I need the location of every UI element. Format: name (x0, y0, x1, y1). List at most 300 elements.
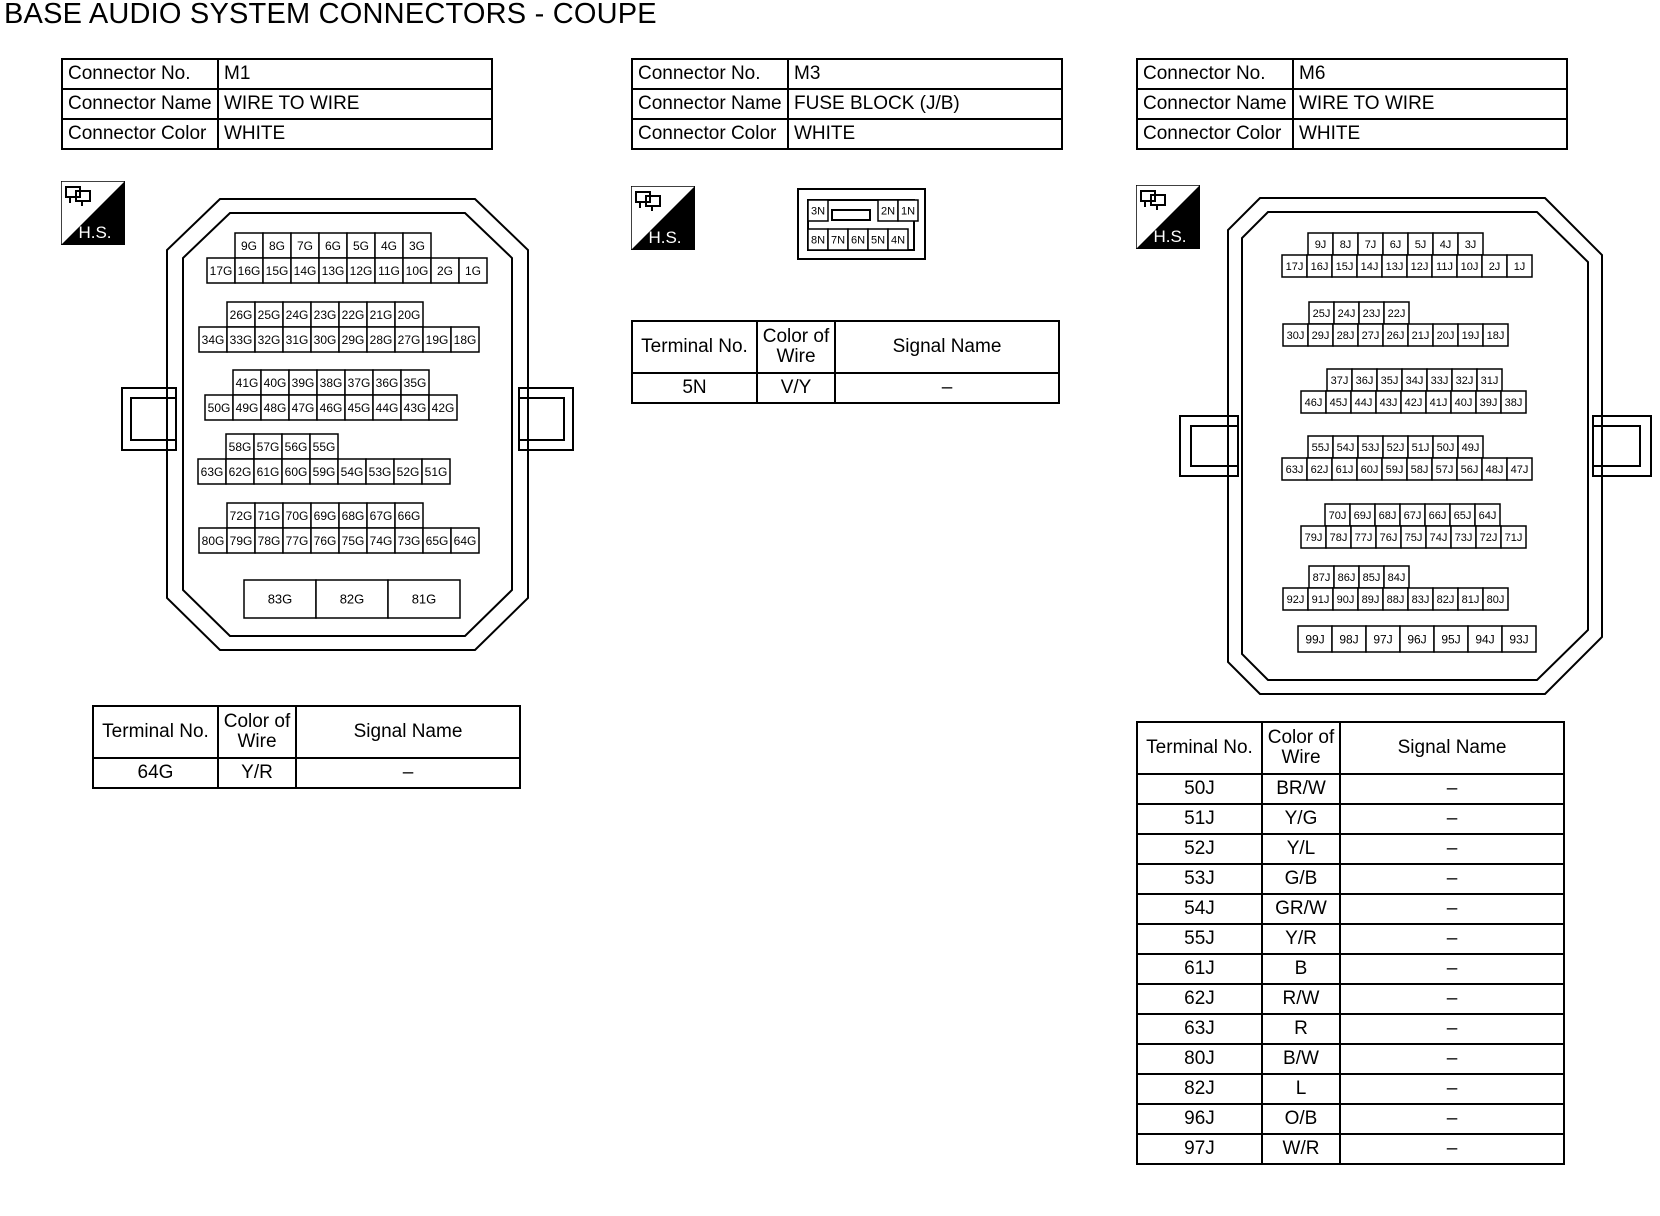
table-row (1137, 1014, 1564, 1044)
pin-cell (1433, 436, 1458, 458)
pin-cell (1307, 458, 1332, 480)
pin-label: 55G (312, 439, 336, 454)
pin-cell (848, 229, 868, 250)
pin-label: 62G (228, 464, 252, 479)
pin-cell (1350, 504, 1375, 526)
pin-cell (1333, 324, 1358, 346)
pin-label: 7J (1364, 238, 1377, 251)
pin-cell (1332, 626, 1366, 652)
pin-label: 50J (1436, 441, 1455, 454)
col-color-of-wire: Color of Wire (218, 706, 296, 758)
pin-label: 34G (201, 332, 225, 347)
pin-cell (1507, 255, 1532, 277)
pin-label: 72J (1479, 531, 1498, 544)
pin-cell (1458, 233, 1483, 255)
pin-cell (401, 395, 429, 420)
pin-label: 19J (1461, 329, 1480, 342)
terminal-table-m3 (631, 320, 1060, 404)
pin-cell (291, 258, 319, 283)
pin-cell (199, 528, 227, 553)
pin-cell (199, 327, 227, 352)
pin-label: 24G (285, 307, 309, 322)
pin-label: 55J (1311, 441, 1330, 454)
pin-label: 46G (319, 400, 343, 415)
pin-label: 32G (257, 332, 281, 347)
pin-label: 25G (257, 307, 281, 322)
terminal-no: 50J (1137, 774, 1262, 804)
pin-label: 78G (257, 533, 281, 548)
pin-label: 39G (291, 375, 315, 390)
pin-label: 5J (1414, 238, 1427, 251)
pin-cell (1334, 566, 1359, 588)
pin-cell (1308, 436, 1333, 458)
connector-color-value: WHITE (788, 119, 1062, 149)
pin-label: 69J (1353, 509, 1372, 522)
pin-label: 41G (235, 375, 259, 390)
pin-label: 5N (870, 234, 886, 247)
signal-name: – (1340, 804, 1564, 834)
pin-cell (1298, 626, 1332, 652)
pin-label: 61G (256, 464, 280, 479)
pin-cell (401, 370, 429, 395)
pin-cell (345, 395, 373, 420)
pin-cell (1401, 391, 1426, 413)
label-connector-color: Connector Color (1137, 119, 1293, 149)
wire-color: Y/G (1262, 804, 1340, 834)
terminal-table-m6 (1136, 721, 1565, 1165)
pin-label: 42G (431, 400, 455, 415)
wire-color: Y/L (1262, 834, 1340, 864)
pin-cell (1502, 626, 1536, 652)
pin-label: 45G (347, 400, 371, 415)
label-connector-no: Connector No. (1137, 59, 1293, 89)
pin-cell (1401, 526, 1426, 548)
table-row (1137, 804, 1564, 834)
pin-label: 23G (313, 307, 337, 322)
pin-label: 56G (284, 439, 308, 454)
pin-label: 41J (1429, 396, 1448, 409)
pin-label: 14J (1360, 260, 1379, 273)
pin-cell (375, 233, 403, 258)
wire-color: B (1262, 954, 1340, 984)
pin-label: 27G (397, 332, 421, 347)
pin-cell (244, 580, 316, 618)
pin-cell (261, 395, 289, 420)
pin-cell (375, 258, 403, 283)
pin-cell (289, 370, 317, 395)
terminal-no: 63J (1137, 1014, 1262, 1044)
pin-label: 10G (405, 263, 429, 278)
pin-cell (255, 528, 283, 553)
pin-label: 77G (285, 533, 309, 548)
pin-cell (319, 258, 347, 283)
pin-cell (1333, 233, 1358, 255)
pin-group (198, 200, 1536, 652)
pin-cell (868, 229, 888, 250)
pin-label: 17J (1285, 260, 1304, 273)
pin-label: 23J (1362, 307, 1381, 320)
pin-label: 8G (268, 238, 286, 253)
signal-name: – (1340, 864, 1564, 894)
pin-cell (1357, 255, 1382, 277)
pin-cell (1359, 302, 1384, 324)
pin-label: 22G (341, 307, 365, 322)
pin-label: 40J (1454, 396, 1473, 409)
pin-cell (395, 327, 423, 352)
pin-cell (316, 580, 388, 618)
terminal-no: 51J (1137, 804, 1262, 834)
pin-label: 85J (1362, 571, 1381, 584)
pin-cell (1400, 504, 1425, 526)
hs-label: H.S. (648, 228, 682, 247)
pin-label: 13G (321, 263, 345, 278)
pin-label: 76G (313, 533, 337, 548)
wire-color: O/B (1262, 1104, 1340, 1134)
pin-label: 86J (1337, 571, 1356, 584)
pin-label: 9J (1314, 238, 1327, 251)
pin-label: 49J (1461, 441, 1480, 454)
pin-cell (1408, 233, 1433, 255)
pin-cell (1476, 391, 1501, 413)
pin-cell (1357, 458, 1382, 480)
pin-cell (233, 370, 261, 395)
wire-color: G/B (1262, 864, 1340, 894)
pin-cell (1408, 588, 1433, 610)
pin-label: 33G (229, 332, 253, 347)
pin-label: 27J (1361, 329, 1380, 342)
pin-label: 17G (209, 263, 233, 278)
pin-cell (254, 459, 282, 484)
pin-cell (1376, 526, 1401, 548)
pin-cell (1402, 369, 1427, 391)
pin-cell (367, 302, 395, 327)
pin-label: 90J (1336, 593, 1355, 606)
pin-cell (1333, 436, 1358, 458)
pin-label: 7G (296, 238, 314, 253)
pin-label: 98J (1339, 632, 1359, 647)
table-row (1137, 894, 1564, 924)
pin-cell (1483, 324, 1508, 346)
pin-label: 4G (380, 238, 398, 253)
table-row (1137, 1044, 1564, 1074)
pin-cell (1432, 458, 1457, 480)
pin-cell (310, 459, 338, 484)
pin-label: 25J (1312, 307, 1331, 320)
pin-label: 58J (1410, 463, 1429, 476)
pin-cell (338, 459, 366, 484)
pin-cell (339, 327, 367, 352)
pin-label: 74G (369, 533, 393, 548)
pin-label: 88J (1386, 593, 1405, 606)
pin-label: 6N (850, 234, 866, 247)
pin-cell (1501, 526, 1526, 548)
label-connector-no: Connector No. (632, 59, 788, 89)
connector-no-value: M1 (218, 59, 492, 89)
pin-cell (878, 200, 898, 221)
pin-label: 68J (1378, 509, 1397, 522)
pin-label: 22J (1387, 307, 1406, 320)
pin-cell (1433, 233, 1458, 255)
pin-cell (1358, 324, 1383, 346)
signal-name: – (1340, 924, 1564, 954)
pin-label: 11G (378, 263, 400, 278)
pin-cell (1384, 566, 1409, 588)
pin-cell (1433, 588, 1458, 610)
pin-cell (1375, 504, 1400, 526)
pin-label: 92J (1286, 593, 1305, 606)
pin-cell (1327, 369, 1352, 391)
pin-label: 13J (1385, 260, 1404, 273)
pin-label: 37J (1330, 374, 1349, 387)
pin-cell (451, 528, 479, 553)
signal-name: – (296, 758, 520, 788)
pin-label: 59J (1385, 463, 1404, 476)
signal-name: – (1340, 954, 1564, 984)
pin-label: 73J (1454, 531, 1473, 544)
pin-label: 56J (1460, 463, 1479, 476)
pin-cell (289, 395, 317, 420)
pin-cell (423, 327, 451, 352)
pin-label: 38J (1504, 396, 1523, 409)
connector-name-value: WIRE TO WIRE (1293, 89, 1567, 119)
pin-cell (1468, 626, 1502, 652)
pin-label: 26J (1386, 329, 1405, 342)
pin-cell (319, 233, 347, 258)
pin-label: 28J (1336, 329, 1355, 342)
pin-label: 66G (397, 508, 421, 523)
pin-cell (227, 528, 255, 553)
pin-cell (1407, 255, 1432, 277)
pin-cell (1426, 391, 1451, 413)
pin-label: 80J (1486, 593, 1505, 606)
pin-label: 61J (1335, 463, 1354, 476)
pin-cell (1366, 626, 1400, 652)
pin-cell (283, 327, 311, 352)
pin-cell (1457, 255, 1482, 277)
pin-cell (1309, 302, 1334, 324)
pin-cell (339, 302, 367, 327)
col-signal-name: Signal Name (1340, 722, 1564, 774)
pin-label: 12G (349, 263, 373, 278)
table-row (93, 758, 520, 788)
pin-label: 65G (425, 533, 449, 548)
pin-label: 1G (464, 263, 482, 278)
pin-cell (1483, 588, 1508, 610)
terminal-no: 80J (1137, 1044, 1262, 1074)
wire-color: R/W (1262, 984, 1340, 1014)
pin-cell (1308, 324, 1333, 346)
pin-cell (1383, 233, 1408, 255)
pin-cell (1307, 255, 1332, 277)
table-row (1137, 774, 1564, 804)
pin-cell (227, 327, 255, 352)
pin-cell (388, 580, 460, 618)
signal-name: – (1340, 1074, 1564, 1104)
pin-cell (808, 229, 828, 250)
table-row (1137, 1074, 1564, 1104)
pin-cell (1476, 526, 1501, 548)
wire-color: B/W (1262, 1044, 1340, 1074)
pin-label: 54G (340, 464, 364, 479)
pin-cell (1408, 324, 1433, 346)
pin-label: 82J (1436, 593, 1455, 606)
pin-label: 3G (408, 238, 426, 253)
pin-cell (459, 258, 487, 283)
pin-cell (423, 528, 451, 553)
pin-label: 91J (1311, 593, 1330, 606)
pin-cell (1283, 324, 1308, 346)
pin-cell (227, 302, 255, 327)
pin-cell (1384, 302, 1409, 324)
col-color-of-wire: Color of Wire (1262, 722, 1340, 774)
signal-name: – (1340, 774, 1564, 804)
pin-label: 60G (284, 464, 308, 479)
pin-cell (1332, 458, 1357, 480)
pin-label: 43J (1379, 396, 1398, 409)
pin-label: 54J (1336, 441, 1355, 454)
pin-label: 44J (1354, 396, 1373, 409)
pin-label: 49G (235, 400, 259, 415)
pin-label: 2N (880, 205, 896, 218)
pin-cell (1334, 302, 1359, 324)
pin-cell (1325, 504, 1350, 526)
pin-cell (1333, 588, 1358, 610)
signal-name: – (1340, 1014, 1564, 1044)
pin-label: 69G (313, 508, 337, 523)
table-row (1137, 954, 1564, 984)
pin-label: 48G (263, 400, 287, 415)
pin-label: 64J (1478, 509, 1497, 522)
label-connector-name: Connector Name (1137, 89, 1293, 119)
pin-cell (317, 395, 345, 420)
signal-name: – (1340, 834, 1564, 864)
table-row (1137, 1104, 1564, 1134)
pin-label: 63J (1285, 463, 1304, 476)
pin-label: 60J (1360, 463, 1379, 476)
pin-label: 68G (341, 508, 365, 523)
pin-cell (1407, 458, 1432, 480)
col-signal-name: Signal Name (296, 706, 520, 758)
pin-cell (1283, 588, 1308, 610)
pin-cell (1434, 626, 1468, 652)
pin-cell (205, 395, 233, 420)
col-signal-name: Signal Name (835, 321, 1059, 373)
pin-label: 96J (1407, 632, 1427, 647)
pin-label: 75J (1404, 531, 1423, 544)
table-row (1137, 1134, 1564, 1164)
pin-label: 3N (810, 205, 826, 218)
table-row (1137, 984, 1564, 1014)
pin-label: 21G (369, 307, 393, 322)
col-color-of-wire: Color of Wire (757, 321, 835, 373)
pin-label: 11J (1436, 260, 1453, 273)
pin-cell (282, 459, 310, 484)
pin-cell (317, 370, 345, 395)
pin-label: 31J (1480, 374, 1499, 387)
pin-cell (1458, 436, 1483, 458)
pin-label: 82G (339, 591, 365, 607)
pin-label: 51J (1411, 441, 1430, 454)
pin-cell (1501, 391, 1526, 413)
pin-label: 70G (285, 508, 309, 523)
pin-cell (347, 258, 375, 283)
pin-label: 44G (375, 400, 399, 415)
pin-cell (1282, 255, 1307, 277)
pin-label: 16G (237, 263, 261, 278)
pin-label: 30G (313, 332, 337, 347)
pin-label: 33J (1430, 374, 1449, 387)
pin-label: 76J (1379, 531, 1398, 544)
hs-label: H.S. (78, 223, 112, 242)
pin-cell (367, 503, 395, 528)
pin-cell (403, 258, 431, 283)
pin-label: 81G (411, 591, 437, 607)
pin-cell (226, 459, 254, 484)
pin-label: 4J (1439, 238, 1452, 251)
pin-cell (828, 229, 848, 250)
pin-cell (254, 434, 282, 459)
pin-cell (1309, 566, 1334, 588)
pin-cell (1308, 588, 1333, 610)
pin-cell (1452, 369, 1477, 391)
pin-cell (1383, 588, 1408, 610)
pin-label: 8J (1339, 238, 1352, 251)
pin-cell (311, 327, 339, 352)
pin-label: 78J (1329, 531, 1348, 544)
pin-cell (1301, 391, 1326, 413)
pin-label: 4N (890, 234, 906, 247)
pin-label: 67G (369, 508, 393, 523)
terminal-no: 5N (632, 373, 757, 403)
pin-label: 53G (368, 464, 392, 479)
label-connector-color: Connector Color (632, 119, 788, 149)
pin-cell (1383, 324, 1408, 346)
pin-cell (395, 302, 423, 327)
pin-cell (1326, 391, 1351, 413)
pin-cell (1458, 324, 1483, 346)
pin-label: 24J (1337, 307, 1356, 320)
pin-label: 40G (263, 375, 287, 390)
pin-label: 10J (1460, 260, 1479, 273)
pin-cell (431, 258, 459, 283)
pin-label: 9G (240, 238, 258, 253)
pin-cell (1358, 436, 1383, 458)
pin-cell (311, 528, 339, 553)
wire-color: W/R (1262, 1134, 1340, 1164)
signal-name: – (1340, 984, 1564, 1014)
pin-label: 64G (453, 533, 477, 548)
pin-label: 46J (1304, 396, 1323, 409)
pin-cell (373, 395, 401, 420)
pin-label: 32J (1455, 374, 1474, 387)
pin-cell (1352, 369, 1377, 391)
pin-label: 8N (810, 234, 826, 247)
signal-name: – (1340, 1134, 1564, 1164)
pin-label: 20G (397, 307, 421, 322)
pin-label: 73G (397, 533, 421, 548)
pin-label: 36G (375, 375, 399, 390)
pin-label: 6G (324, 238, 342, 253)
pin-label: 29J (1311, 329, 1330, 342)
pin-cell (395, 503, 423, 528)
pin-cell (235, 233, 263, 258)
pin-label: 2J (1488, 260, 1501, 273)
pin-label: 74J (1429, 531, 1448, 544)
pin-label: 15J (1335, 260, 1354, 273)
pin-label: 51G (424, 464, 448, 479)
pin-cell (403, 233, 431, 258)
connector-name-value: WIRE TO WIRE (218, 89, 492, 119)
